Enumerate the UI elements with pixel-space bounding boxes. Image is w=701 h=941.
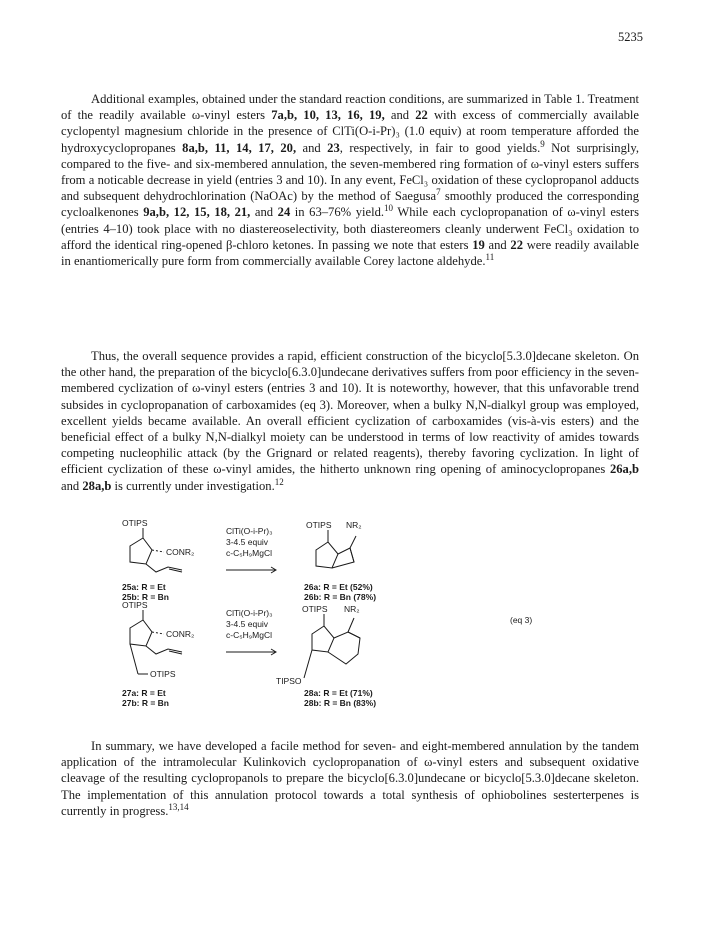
nr2-bond-26 xyxy=(350,536,356,548)
nr2-bond-28 xyxy=(348,618,354,632)
pr28-label-a: 28a: R = Et (71%) xyxy=(304,688,373,698)
cyclopentane-ring-26 xyxy=(316,542,338,568)
r1-reagent-2: 3-4.5 equiv xyxy=(226,537,269,547)
sm27-conr2: CONR₂ xyxy=(166,629,195,639)
r2-reagent-1: ClTi(O-i-Pr)₃ xyxy=(226,608,273,618)
otips-chain-27 xyxy=(130,644,138,674)
sm27-label-a: 27a: R = Et xyxy=(122,688,166,698)
sm27-label-b: 27b: R = Bn xyxy=(122,698,169,708)
pr28-tipso: TIPSO xyxy=(276,676,302,686)
pr28-label-b: 28b: R = Bn (83%) xyxy=(304,698,377,708)
cyclopentane-ring-25 xyxy=(130,538,152,564)
paragraph-discussion: Thus, the overall sequence provides a rapid, efficient construction of the bicyclo[5.3.0]decane skeleton. On the other hand, the preparation of the bicyclo[6.3.0]undecane derivatives suffers from poor efficiency in the seven-membered cyclization of ω-vinyl esters (entries 3 and 10). It is noteworthy, however, that this unfavorable trend subsides in cyclopropanation of carboxamides (eq 3). Moreover, when a bulky N,N-dialkyl group was employed, excellent yields became available. An overall efficient cyclization of carboxamides (vis-à-vis esters) and the beneficial effect of a bulky N,N-dialkyl moiety can be understood in terms of low reactivity of amides towards competing nucleophilic attack (by the Grignard or related reagents), thereby favoring cyclization. In light of efficient cyclization of these ω-vinyl amides, the hitherto unknown ring opening of aminocyclopropanes 26a,b and 28a,b is currently under investigation.$^{12}$ xyxy=(61,349,639,493)
page-number: 5235 xyxy=(618,30,643,44)
cyclopropane-26 xyxy=(350,548,354,562)
pr26-label-b: 26b: R = Bn (78%) xyxy=(304,592,377,602)
sm25-otips: OTIPS xyxy=(122,518,148,528)
pr26-label-a: 26a: R = Et (52%) xyxy=(304,582,373,592)
pr26-nr2: NR₂ xyxy=(346,520,362,530)
sm27-otips-2: OTIPS xyxy=(150,669,176,679)
scheme-drawing xyxy=(108,518,488,718)
paragraph-summary: In summary, we have developed a facile method for seven- and eight-membered annulation by the tandem application of the intramolecular Kulinkovich cyclopropanation of ω-vinyl esters and subsequent oxidative cleavage of the resulting cyclopropanols to prepare the bicyclo[6.3.0]undecane or bicyclo[5.3.0]decane skeleton. The implementation of this annulation protocol towards a total synthesis of ophiobolines sesterterpenes is currently in progress.$^{13,14}$ xyxy=(61,739,639,818)
tipso-bond-28 xyxy=(304,650,312,678)
r2-reagent-3: c-C₅H₉MgCl xyxy=(226,630,272,640)
pr28-otips: OTIPS xyxy=(302,604,328,614)
equation-label: (eq 3) xyxy=(510,615,533,625)
conr2-bond-27 xyxy=(152,632,164,634)
cyclopropane-28 xyxy=(348,632,360,638)
cyclopentane-ring-28 xyxy=(312,626,334,652)
sm25-label-a: 25a: R = Et xyxy=(122,582,166,592)
sm27-otips: OTIPS xyxy=(122,600,148,610)
sm25-conr2: CONR₂ xyxy=(166,547,195,557)
reaction-scheme xyxy=(108,518,488,718)
pr26-otips: OTIPS xyxy=(306,520,332,530)
sm25-label-b: 25b: R = Bn xyxy=(122,592,169,602)
pr28-nr2: NR₂ xyxy=(344,604,360,614)
paragraph-results: Additional examples, obtained under the standard reaction conditions, are summarized in Table 1. Treatment of the readily available ω-vinyl esters 7a,b, 10, 13, 16, 19, and 22 with excess of commercially available cyclopentyl magnesium chloride in the presence of ClTi(O-i-Pr)₃ (1.0 equiv) at room temperature afforded the hydroxycyclopropanes 8a,b, 11, 14, 17, 20, and 23, respectively, in fair to good yields.$^9$ Not surprisingly, compared to the five- and six-membered annulation, the seven-membered ring formation of ω-vinyl esters suffers from a noticable decrease in yield (entries 3 and 10). In any event, FeCl₃ oxidation of these cyclopropanol adducts and subsequent dehydrochlorination (NaOAc) by the method of Saegusa$^7$ smoothly produced the corresponding cycloalkenones 9a,b, 12, 15, 18, 21, and 24 in 63–76% yield.$^{10}$ While each cyclopropanation of ω-vinyl esters (entries 4–10) took place with no diastereoselectivity, both diastereomers cleanly underwent FeCl₃ oxidation to afford the identical ring-opened β-chloro ketones. In passing we note that esters 19 and 22 were readily available in enantiomerically pure form from commercially available Corey lactone aldehyde.$^{11}$ xyxy=(61,92,640,269)
r1-reagent-3: c-C₅H₉MgCl xyxy=(226,548,272,558)
cyclopentane-ring-27 xyxy=(130,620,152,646)
r1-reagent-1: ClTi(O-i-Pr)₃ xyxy=(226,526,273,536)
conr2-bond-25 xyxy=(152,550,164,552)
r2-reagent-2: 3-4.5 equiv xyxy=(226,619,269,629)
